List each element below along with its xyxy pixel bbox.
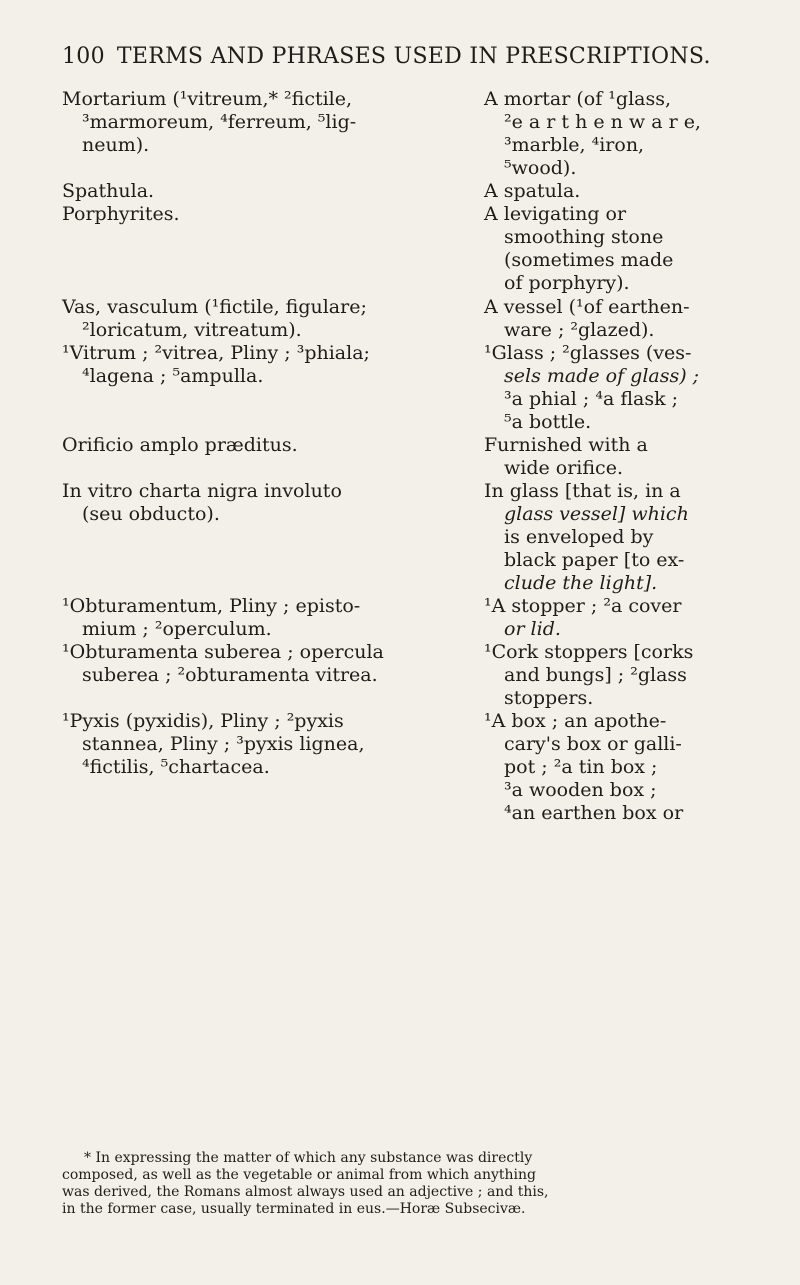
english-translation	[484, 88, 774, 180]
english-line: (sometimes made	[504, 249, 674, 271]
running-title: TERMS AND PHRASES USED IN PRESCRIPTIONS.	[116, 44, 711, 69]
latin-line: ¹Pyxis (pyxidis), Pliny ; ²pyxis	[62, 710, 344, 732]
latin-term	[62, 180, 482, 203]
english-translation	[484, 180, 774, 203]
page-number: 100	[62, 44, 105, 69]
english-translation	[484, 342, 774, 434]
footnote-line: in the former case, usually terminated in eus.—Horæ Subsecivæ.	[62, 1201, 526, 1217]
footnote-line: composed, as well as the vegetable or animal from which anything	[62, 1167, 537, 1183]
english-line: ¹A stopper ; ²a cover	[484, 595, 682, 617]
english-line: ⁵wood).	[504, 157, 577, 179]
latin-line: neum).	[82, 134, 150, 156]
latin-line: ¹Vitrum ; ²vitrea, Pliny ; ³phiala;	[62, 342, 370, 364]
latin-line: stannea, Pliny ; ³pyxis lignea,	[82, 733, 365, 755]
english-line: A spatula.	[484, 180, 581, 202]
latin-term	[62, 342, 482, 388]
english-line: ⁴an earthen box or	[504, 802, 684, 824]
english-line: A vessel (¹of earthen-	[484, 296, 690, 318]
latin-term	[62, 203, 482, 226]
latin-term	[62, 480, 482, 526]
latin-line: suberea ; ²obturamenta vitrea.	[82, 664, 378, 686]
latin-term	[62, 296, 482, 342]
latin-term	[62, 434, 482, 457]
english-translation	[484, 480, 774, 595]
english-line: ⁵a bottle.	[504, 411, 592, 433]
latin-term	[62, 641, 482, 687]
english-line: ware ; ²glazed).	[504, 319, 655, 341]
english-line: clude the light].	[504, 572, 658, 594]
latin-line: In vitro charta nigra involuto	[62, 480, 342, 502]
english-line: Furnished with a	[484, 434, 648, 456]
english-line: A mortar (of ¹glass,	[484, 88, 672, 110]
english-line: sels made of glass) ;	[504, 365, 700, 387]
latin-line: ²loricatum, vitreatum).	[82, 319, 302, 341]
english-line: and bungs] ; ²glass	[504, 664, 687, 686]
latin-line: Mortarium (¹vitreum,* ²fictile,	[62, 88, 353, 110]
english-line: ³marble, ⁴iron,	[504, 134, 645, 156]
english-line: ¹Glass ; ²glasses (ves-	[484, 342, 692, 364]
english-line: pot ; ²a tin box ;	[504, 756, 658, 778]
latin-line: ⁴lagena ; ⁵ampulla.	[82, 365, 264, 387]
english-line: smoothing stone	[504, 226, 664, 248]
english-translation	[484, 595, 774, 641]
latin-line: ³marmoreum, ⁴ferreum, ⁵lig-	[82, 111, 357, 133]
latin-line: Vas, vasculum (¹fictile, figulare;	[62, 296, 367, 318]
english-translation	[484, 203, 774, 295]
latin-line: Porphyrites.	[62, 203, 180, 225]
english-line: or lid.	[504, 618, 561, 640]
latin-line: mium ; ²operculum.	[82, 618, 272, 640]
latin-term	[62, 710, 482, 779]
latin-line: (seu obducto).	[82, 503, 220, 525]
latin-line: ⁴fictilis, ⁵chartacea.	[82, 756, 270, 778]
page-header	[62, 44, 782, 69]
english-line: A levigating or	[484, 203, 627, 225]
footnote-line: was derived, the Romans almost always used an adjective ; and this,	[62, 1184, 549, 1200]
footnote-line: * In expressing the matter of which any substance was directly	[84, 1150, 533, 1166]
english-line: ¹A box ; an apothe-	[484, 710, 667, 732]
english-translation	[484, 710, 774, 825]
english-line: of porphyry).	[504, 272, 630, 294]
latin-line: ¹Obturamentum, Pliny ; episto-	[62, 595, 361, 617]
english-line: stoppers.	[504, 687, 594, 709]
english-translation	[484, 641, 774, 710]
footnote	[62, 1150, 762, 1218]
english-line: glass vessel] which	[504, 503, 689, 525]
latin-term	[62, 595, 482, 641]
latin-line: Orificio amplo præditus.	[62, 434, 298, 456]
english-line: is enveloped by	[504, 526, 654, 548]
english-line: ²e a r t h e n w a r e,	[504, 111, 701, 133]
latin-term	[62, 88, 482, 157]
english-translation	[484, 296, 774, 342]
english-line: ³a phial ; ⁴a flask ;	[504, 388, 679, 410]
english-translation	[484, 434, 774, 480]
english-line: black paper [to ex-	[504, 549, 685, 571]
latin-line: Spathula.	[62, 180, 155, 202]
latin-line: ¹Obturamenta suberea ; opercula	[62, 641, 384, 663]
english-line: In glass [that is, in a	[484, 480, 681, 502]
english-line: ¹Cork stoppers [corks	[484, 641, 694, 663]
english-line: ³a wooden box ;	[504, 779, 657, 801]
english-line: wide orifice.	[504, 457, 623, 479]
english-line: cary's box or galli-	[504, 733, 682, 755]
